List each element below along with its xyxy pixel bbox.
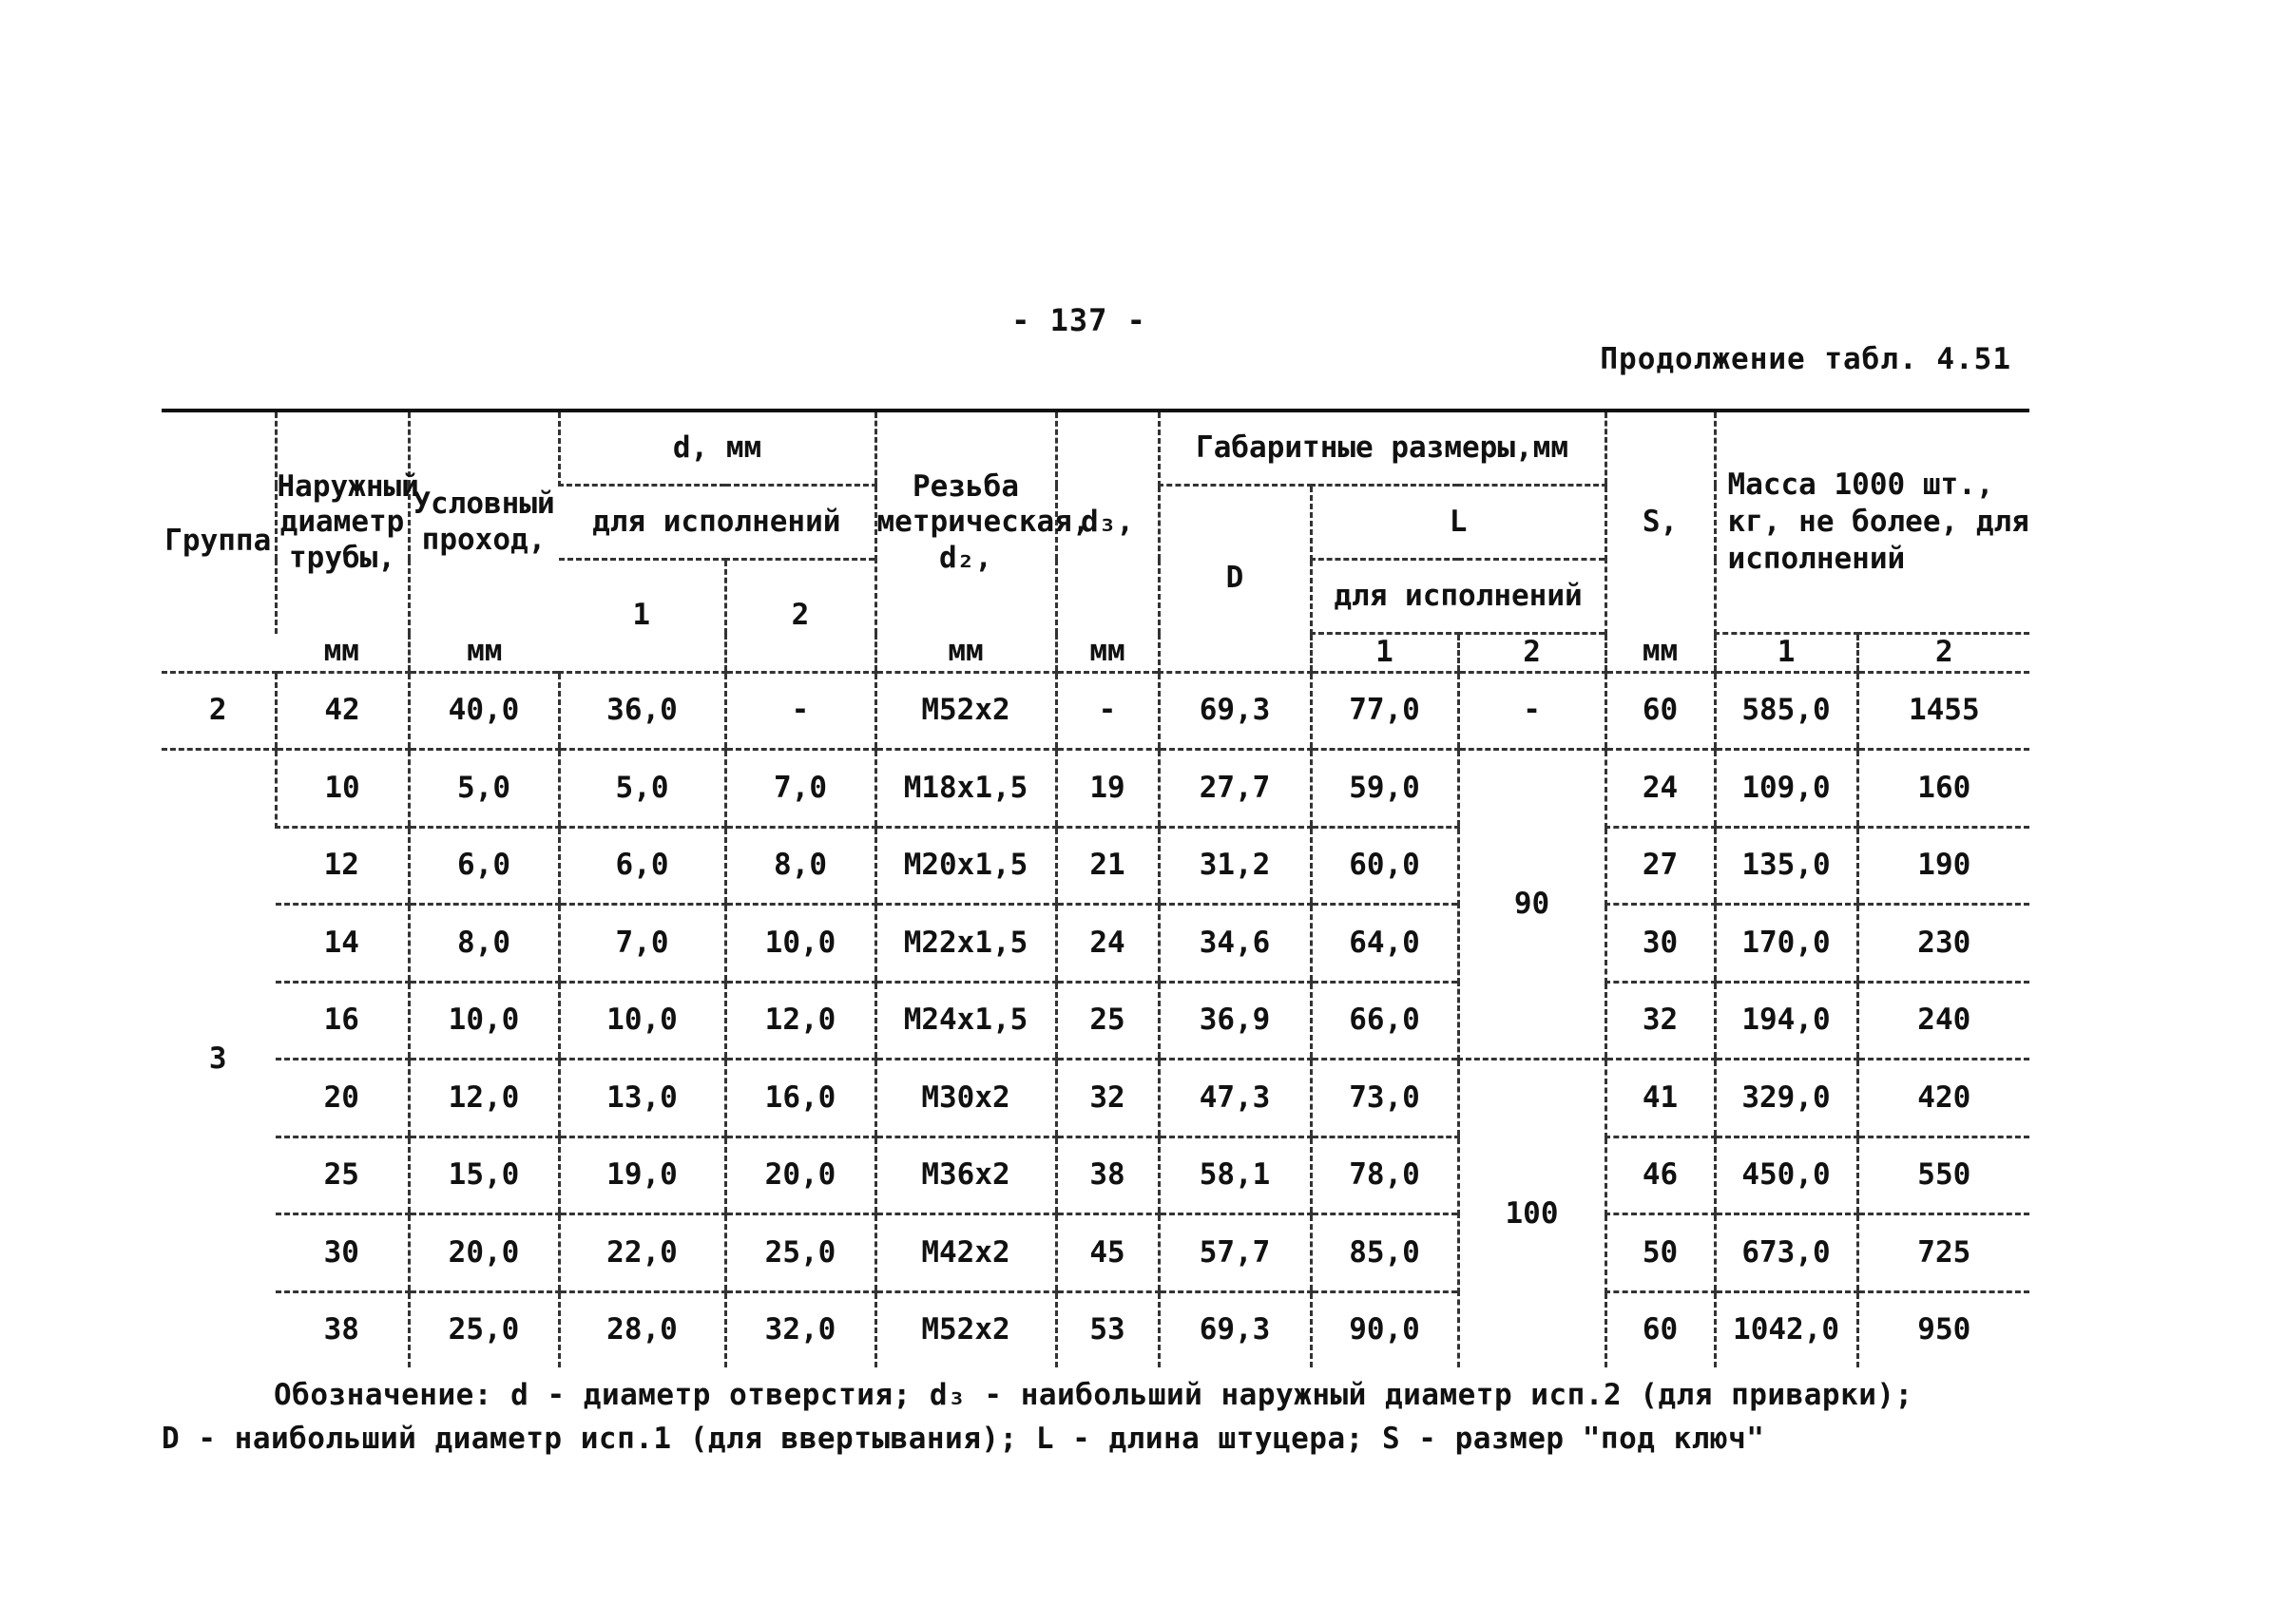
- cell-D: 27,7: [1159, 750, 1311, 828]
- cell-L1: 64,0: [1311, 905, 1458, 983]
- header-d-subgroup: для исполнений: [559, 486, 875, 560]
- cell-S: 60: [1605, 672, 1715, 750]
- header-thread-label: Резьба метрическая,: [876, 468, 1090, 540]
- cell-outer: 10: [276, 750, 409, 828]
- cell-bore: 15,0: [409, 1137, 559, 1214]
- cell-outer: 38: [323, 1312, 359, 1347]
- cell-L1: 59,0: [1311, 750, 1458, 828]
- legend-line-2: D - наибольший диаметр исп.1 (для ввертывания); L - длина штуцера; S - размер "под ключ": [162, 1422, 1765, 1456]
- header-L-exec-2: 2: [1458, 634, 1605, 673]
- cell-thread: M42x2: [875, 1214, 1056, 1292]
- cell-mass-1: 109,0: [1715, 750, 1857, 828]
- cell-outer: 25: [276, 1137, 409, 1214]
- header-mass-exec-1: 1: [1715, 634, 1857, 673]
- cell-mass-1: 673,0: [1715, 1214, 1857, 1292]
- cell-d2: 25,0: [725, 1214, 875, 1292]
- cell-d3: 25: [1056, 982, 1159, 1060]
- cell-S: 24: [1605, 750, 1715, 828]
- header-nominal-bore: Условный проход,: [409, 411, 559, 634]
- header-thread-symbol: d₂,: [939, 541, 993, 576]
- table-continuation-label: Продолжение табл. 4.51: [1600, 342, 2011, 376]
- cell-D: 31,2: [1159, 827, 1311, 905]
- cell-mass-2: 230: [1857, 905, 2029, 983]
- group-3-cell: 3: [208, 1041, 227, 1076]
- header-d-exec-2: 2: [725, 560, 875, 673]
- cell-L1: 66,0: [1311, 982, 1458, 1060]
- cell-L1: 77,0: [1311, 672, 1458, 750]
- header-L: L: [1311, 486, 1605, 560]
- cell-mass-2: 1455: [1857, 672, 2029, 750]
- cell-d3: -: [1056, 672, 1159, 750]
- cell-outer: 42: [276, 672, 409, 750]
- cell-mass-1: 329,0: [1715, 1060, 1857, 1137]
- cell-bore: 20,0: [409, 1214, 559, 1292]
- cell-d2: 16,0: [725, 1060, 875, 1137]
- cell-mass-2: 550: [1857, 1137, 2029, 1214]
- cell-L1: 78,0: [1311, 1137, 1458, 1214]
- cell-mass-1: 135,0: [1715, 827, 1857, 905]
- cell-d3: 24: [1056, 905, 1159, 983]
- cell-D: 47,3: [1159, 1060, 1311, 1137]
- header-mass: Масса 1000 шт., кг, не более, для исполнений: [1715, 411, 2029, 634]
- cell-L2-merged-90: 90: [1458, 750, 1605, 1060]
- cell-bore: 40,0: [409, 672, 559, 750]
- cell-d2: 8,0: [725, 827, 875, 905]
- cell-d1: 6,0: [559, 827, 725, 905]
- cell-d2: 7,0: [725, 750, 875, 828]
- cell-d1: 19,0: [559, 1137, 725, 1214]
- cell-d1: 7,0: [559, 905, 725, 983]
- cell-mass-1: 170,0: [1715, 905, 1857, 983]
- cell-thread: M20x1,5: [875, 827, 1056, 905]
- cell-thread: M22x1,5: [875, 905, 1056, 983]
- cell-S: 60: [1605, 1291, 1715, 1367]
- cell-bore: 25,0: [409, 1291, 559, 1367]
- header-outer-diameter-unit: мм: [276, 634, 409, 673]
- cell-thread: M24x1,5: [875, 982, 1056, 1060]
- cell-d2: 12,0: [725, 982, 875, 1060]
- cell-D: 58,1: [1159, 1137, 1311, 1214]
- legend-line-1: Обозначение: d - диаметр отверстия; d₃ - наибольший наружный диаметр исп.2 (для приварки);: [274, 1378, 1913, 1412]
- cell-d3: 38: [1056, 1137, 1159, 1214]
- cell-S: 27: [1605, 827, 1715, 905]
- header-thread-unit: мм: [875, 634, 1056, 673]
- cell-bore: 12,0: [409, 1060, 559, 1137]
- cell-d1: 5,0: [559, 750, 725, 828]
- header-L-exec-1: 1: [1311, 634, 1458, 673]
- cell-d2: 10,0: [725, 905, 875, 983]
- cell-L1: 73,0: [1311, 1060, 1458, 1137]
- cell-mass-1: 1042,0: [1715, 1291, 1857, 1367]
- cell-D: 69,3: [1159, 672, 1311, 750]
- header-outer-diameter: Наружный диаметр трубы,: [276, 411, 409, 634]
- header-d3: d₃,: [1056, 411, 1159, 634]
- cell-d3: 19: [1056, 750, 1159, 828]
- cell-bore: 5,0: [409, 750, 559, 828]
- cell-mass-1: 194,0: [1715, 982, 1857, 1060]
- cell-d1: 13,0: [559, 1060, 725, 1137]
- cell-mass-2: 160: [1857, 750, 2029, 828]
- cell-outer: 12: [276, 827, 409, 905]
- cell-d3: 21: [1056, 827, 1159, 905]
- cell-mass-2: 240: [1857, 982, 2029, 1060]
- cell-mass-1: 450,0: [1715, 1137, 1857, 1214]
- cell-d2: 20,0: [725, 1137, 875, 1214]
- cell-outer: 16: [276, 982, 409, 1060]
- cell-D: 69,3: [1159, 1291, 1311, 1367]
- cell-thread: M18x1,5: [875, 750, 1056, 828]
- group-2-cell: 2: [162, 672, 276, 750]
- header-L-subgroup: для исполнений: [1311, 560, 1605, 634]
- legend-notes: [162, 1373, 1913, 1461]
- cell-d2: 32,0: [725, 1291, 875, 1367]
- cell-L2: -: [1458, 672, 1605, 750]
- cell-D: 34,6: [1159, 905, 1311, 983]
- header-s: S,: [1605, 411, 1715, 634]
- cell-S: 50: [1605, 1214, 1715, 1292]
- cell-d1: 10,0: [559, 982, 725, 1060]
- header-thread: [875, 411, 1090, 634]
- cell-L2-merged-100: 100: [1458, 1060, 1605, 1368]
- cell-S: 41: [1605, 1060, 1715, 1137]
- cell-bore: 8,0: [409, 905, 559, 983]
- cell-D: 36,9: [1159, 982, 1311, 1060]
- cell-thread: M52x2: [875, 672, 1056, 750]
- fitting-dimensions-table: [162, 409, 2029, 1367]
- header-nominal-bore-unit: мм: [409, 634, 559, 673]
- page-number: - 137 -: [1011, 302, 1146, 338]
- cell-d1: 22,0: [559, 1214, 725, 1292]
- header-s-unit: мм: [1605, 634, 1715, 673]
- header-group: Группа: [162, 411, 276, 672]
- header-d: d, мм: [559, 411, 875, 486]
- cell-mass-2: 190: [1857, 827, 2029, 905]
- cell-thread: M52x2: [875, 1291, 1056, 1367]
- cell-S: 30: [1605, 905, 1715, 983]
- cell-d1: 28,0: [559, 1291, 725, 1367]
- cell-bore: 6,0: [409, 827, 559, 905]
- header-D: D: [1159, 486, 1311, 673]
- cell-bore: 10,0: [409, 982, 559, 1060]
- cell-d3: 53: [1056, 1291, 1159, 1367]
- cell-S: 32: [1605, 982, 1715, 1060]
- cell-mass-2: 420: [1857, 1060, 2029, 1137]
- cell-d3: 45: [1056, 1214, 1159, 1292]
- cell-thread: M30x2: [875, 1060, 1056, 1137]
- cell-D: 57,7: [1159, 1214, 1311, 1292]
- header-d-exec-1: 1: [559, 560, 725, 673]
- cell-outer: 20: [276, 1060, 409, 1137]
- cell-outer: 30: [276, 1214, 409, 1292]
- header-d3-unit: мм: [1056, 634, 1159, 673]
- cell-mass-2: 725: [1857, 1214, 2029, 1292]
- cell-d1: 36,0: [559, 672, 725, 750]
- cell-d3: 32: [1056, 1060, 1159, 1137]
- cell-mass-1: 585,0: [1715, 672, 1857, 750]
- cell-L1: 90,0: [1311, 1291, 1458, 1367]
- cell-S: 46: [1605, 1137, 1715, 1214]
- cell-L1: 85,0: [1311, 1214, 1458, 1292]
- cell-mass-2: 950: [1857, 1291, 2029, 1367]
- header-overall-dimensions: Габаритные размеры,мм: [1159, 411, 1605, 486]
- cell-outer: 14: [276, 905, 409, 983]
- header-mass-exec-2: 2: [1857, 634, 2029, 673]
- cell-d2: -: [725, 672, 875, 750]
- cell-L1: 60,0: [1311, 827, 1458, 905]
- cell-thread: M36x2: [875, 1137, 1056, 1214]
